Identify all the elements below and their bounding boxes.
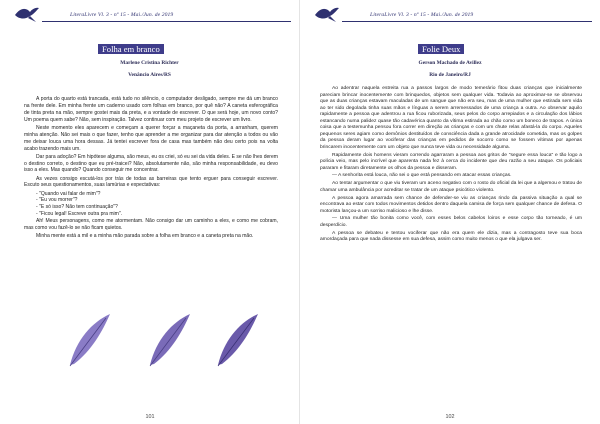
paragraph: A porta do quarto está trancada, está tudo no silêncio, o computador desligado, sempre me dá um branco na frente dele. Em minha frente um caderno usado com folhas em branco, por quê não? A caneta esferográfica de tinta preta na mão, sempre gostei mais da preta, e a vontade de escrever. O que será hoje, um novo conto? Um poema quem sabe? Não, sem inspiração. Talvez continuar com meu projeto de escrever um livro. [24, 96, 278, 123]
article-title: Folha em branco [98, 44, 164, 54]
header-rule [42, 21, 291, 22]
feather-icon [70, 314, 110, 366]
paragraph: Dar para adoção? Em hipótese alguma, são meus, eu os criei, só eu sei da vida deles. E se não lhes derem o destino correto, o destino que eu pré-traicei? Não, absolutamente não, são minha responsabilidade, eu devo isso a eles. Mas quando? Quando conseguir me concentrar. [24, 153, 278, 174]
page-number: 102 [445, 414, 455, 420]
paragraph: Ao tentar argumentar o que viu tiveram um aceno negativo com o rosto do oficial da lei que a algemou e tratou de chamar uma ambulância por acreditar se tratar de um ataque psicótico violento. [320, 181, 582, 193]
paragraph: Rapidamente dois homens vieram correndo agarraram a pessoa aos gritos de "segure essa louca" e tão logo a polícia veio, mas pelo incrível que aparenta nada fez à cerca do incidente que deu razão a seu ataque. Os policiais pararam e fitaram diretamente os olhos da pessoa e disseram. [320, 152, 582, 171]
header-text: LiteraLivre Vl. 3 - nº 15 - Mai./Jun. de 2019 [370, 12, 474, 18]
paragraph: Minha mente está a mil e a minha mão parada sobre a folha em branco e a caneta preta na mão. [36, 233, 254, 240]
author-location: Rio de Janeiro/RJ [429, 72, 471, 78]
article-body [24, 96, 278, 241]
author-name: Marlene Cristina Richter [120, 60, 179, 66]
paragraph: A pessoa agora amarrada sem chance de defender-se viu as crianças rindo da passiva situação a qual se encontrava ao estar com todos movimentos detidos dentro daquela camisa de força sem qualquer chance de defesa. O motorista lançou-a um sorriso malicioso e lhe disse. [320, 195, 582, 214]
dialog-line: - "Quando vai falar de mim"? [36, 190, 101, 197]
dialog-line: - "Eu vou morrer"? [36, 197, 78, 204]
paragraph: Ao adentrar naquela estreita rua a passos largos de modo temerário fitou duas crianças que inicialmente pareciam brincar inocentemente com brinquedos, objetos sem qualquer vida. Todavia ao aproximar-se se observou que as duas crianças estavam maculadas de um sangue que não era seu, mas de uma mulher que estirada sem vida ao ter sido degolada tinha suas mãos e línguas a serem arremessados de uma criança a outra. Ao observar aquilo rapidamente a pessoa que adentrou a rua ficou ruborizada, seus pelos do corpo arrepiados e a circulação dos lábios estancando numa palidez quase tão cadavérica quanto da vítima estirada ao chão como um boneco de trapos. A única coisa que a testemunha pensou fora correr em direção as crianças e com um chute relas afastá-la do corpo. Aqueles pequenos seres agiam como demônios destituídos de consciência dada a grande atrocidade cometida, mas os golpes da pessoa deram lugar ao vociferar das crianças em pedidos de socorro como se fossem vítimas por apenas brincarem inocentemente com um objeto que nunca teve vida ou necessidade alguma. [320, 86, 582, 150]
page-header [308, 4, 592, 28]
article-title: Folie Deux [418, 44, 464, 54]
author-name: Gerson Machado de Avillez [418, 60, 482, 66]
feather-icon [150, 314, 190, 366]
dialog-line: - "E só isso? Não tem continuação"? [36, 204, 118, 211]
paragraph: Neste momento eles aparecem e começam a querer forçar a maçaneta da porta, a arranham, querem minha atenção. Não sei mais o que fazer, tenho que aprender a me organizar para dar atenção a todos ou vão me deixar louca uma hora dessas. Já tentei escrever fora de casa mas também não deu certo pois na volta acabo trazendo mais um. [24, 124, 278, 152]
paragraph: A pessoa se debateu e tentou vociferar que não era quem ele dizia, mas a contragosto teve sua boca amordaçada para que nada dissesse em sua defesa, assim como muito menos o que ela julgava ser. [320, 230, 582, 243]
dialog-line: - "Ficou legal! Escreve outra pra mim". [36, 211, 123, 218]
right-page [300, 0, 600, 424]
page-number: 101 [145, 414, 155, 420]
paragraph: Ah! Meus personagens, como me atormentam. Não consigo dar um caminho a eles, e como me cobram, mas como vou fazê-lo se não ficam quietos. [24, 218, 278, 232]
header-rule [342, 21, 592, 22]
article-body [320, 86, 582, 245]
paragraph: As vezes consigo escutá-los por trás de todas as barreiras que tento erguer para conseguir escrever. Escuto seus questionamentos, suas lamúrias e expectativas: [24, 175, 278, 189]
author-location: Venâncio Aires/RS [128, 72, 171, 78]
paragraph: — Uma mulher tão bonita como você, com esses belos cabelos loiros e esse corpo tão torneado, é um desperdício. [320, 216, 582, 228]
bird-icon [14, 6, 40, 29]
page-header [8, 4, 291, 28]
feather-illustration [40, 310, 270, 370]
feather-icon [218, 314, 258, 366]
header-text: LiteraLivre Vl. 3 - nº 15 - Mai./Jun. de 2019 [70, 12, 174, 18]
bird-icon [314, 6, 340, 29]
paragraph: — A senhorita está louca, não sei o que está pensando em atacar essas crianças. [332, 173, 512, 179]
